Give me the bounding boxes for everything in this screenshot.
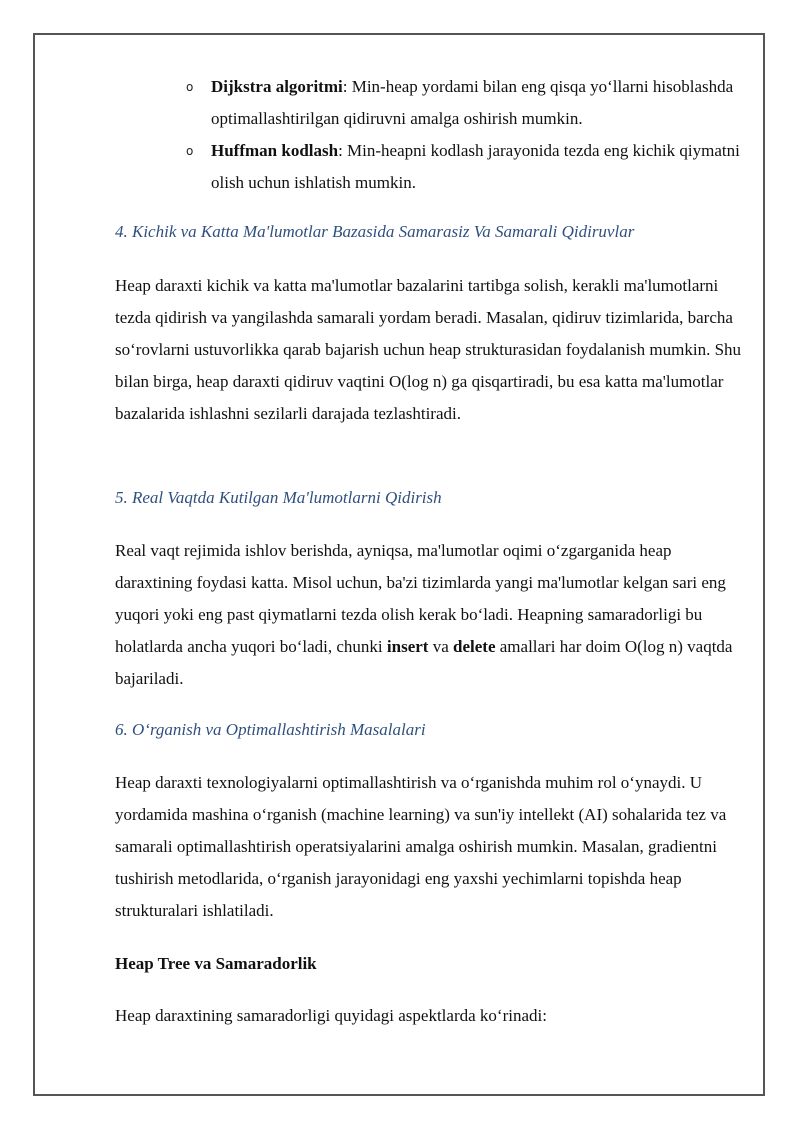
section-5-text-part1: Real vaqt rejimida ishlov berishda, ayniqsa, ma'lumotlar oqimi o‘zgarganida heap daraxtining foydasi katta. Misol uchun, ba'zi tizimlarda yangi ma'lumotlar kelgan sari eng yuqori yoki eng past qiymatlarni tezda olish kerak bo‘ladi. Heapning samaradorligi bu holatlarda ancha yuqori bo‘ladi, chunki xyxy=(115,541,726,656)
section-5-paragraph xyxy=(115,535,743,695)
section-4-heading: 4. Kichik va Katta Ma'lumotlar Bazasida Samarasiz Va Samarali Qidiruvlar xyxy=(115,222,635,241)
conjunction: va xyxy=(428,637,454,656)
section-4-paragraph: Heap daraxti kichik va katta ma'lumotlar bazalarini tartibga solish, kerakli ma'lumotlarni tezda qidirish va yangilashda samarali yordam beradi. Masalan, qidiruv tizimlarida, barcha so‘rovlarni ustuvorlikka qarab bajarish uchun heap strukturasidan foydalanish mumkin. Shu bilan birga, heap daraxti qidiruv vaqtini O(log n) ga qisqartiradi, bu esa katta ma'lumotlar bazalarida ishlashni sezilarli darajada tezlashtiradi. xyxy=(115,276,742,423)
bullet-term: Dijkstra algoritmi xyxy=(211,77,343,96)
section-6-heading: 6. O‘rganish va Optimallashtirish Masalalari xyxy=(115,720,426,739)
bullet-list xyxy=(186,71,741,199)
bullet-marker: o xyxy=(186,144,194,158)
heap-section-heading: Heap Tree va Samaradorlik xyxy=(115,954,317,973)
section-6-paragraph: Heap daraxti texnologiyalarni optimallashtirish va o‘rganishda muhim rol o‘ynaydi. U yordamida mashina o‘rganish (machine learning) va sun'iy intellekt (AI) sohalarida tez va samarali optimallashtirish operatsiyalarini amalga oshirish mumkin. Masalan, gradientni tushirish metodlarida, o‘rganish jarayonidagi eng yaxshi yechimlarni topishda heap strukturalari ishlatiladi. xyxy=(115,773,727,920)
bullet-term: Huffman kodlash xyxy=(211,141,339,160)
section-5-text-part2: amallari har doim O(log n) vaqtda bajariladi. xyxy=(115,637,733,688)
list-item xyxy=(186,135,741,199)
heap-section-paragraph: Heap daraxtining samaradorligi quyidagi aspektlarda ko‘rinadi: xyxy=(115,1006,547,1025)
bullet-text: : Min-heapni kodlash jarayonida tezda eng kichik qiymatni olish uchun ishlatish mumkin. xyxy=(211,141,740,192)
delete-keyword: delete xyxy=(453,637,496,656)
bullet-text: : Min-heap yordami bilan eng qisqa yo‘llarni hisoblashda optimallashtirilgan qidiruvni amalga oshirish mumkin. xyxy=(211,77,734,128)
list-item xyxy=(186,71,741,135)
bullet-marker: o xyxy=(186,80,194,94)
section-5-heading: 5. Real Vaqtda Kutilgan Ma'lumotlarni Qidirish xyxy=(115,488,442,507)
insert-keyword: insert xyxy=(386,637,429,656)
